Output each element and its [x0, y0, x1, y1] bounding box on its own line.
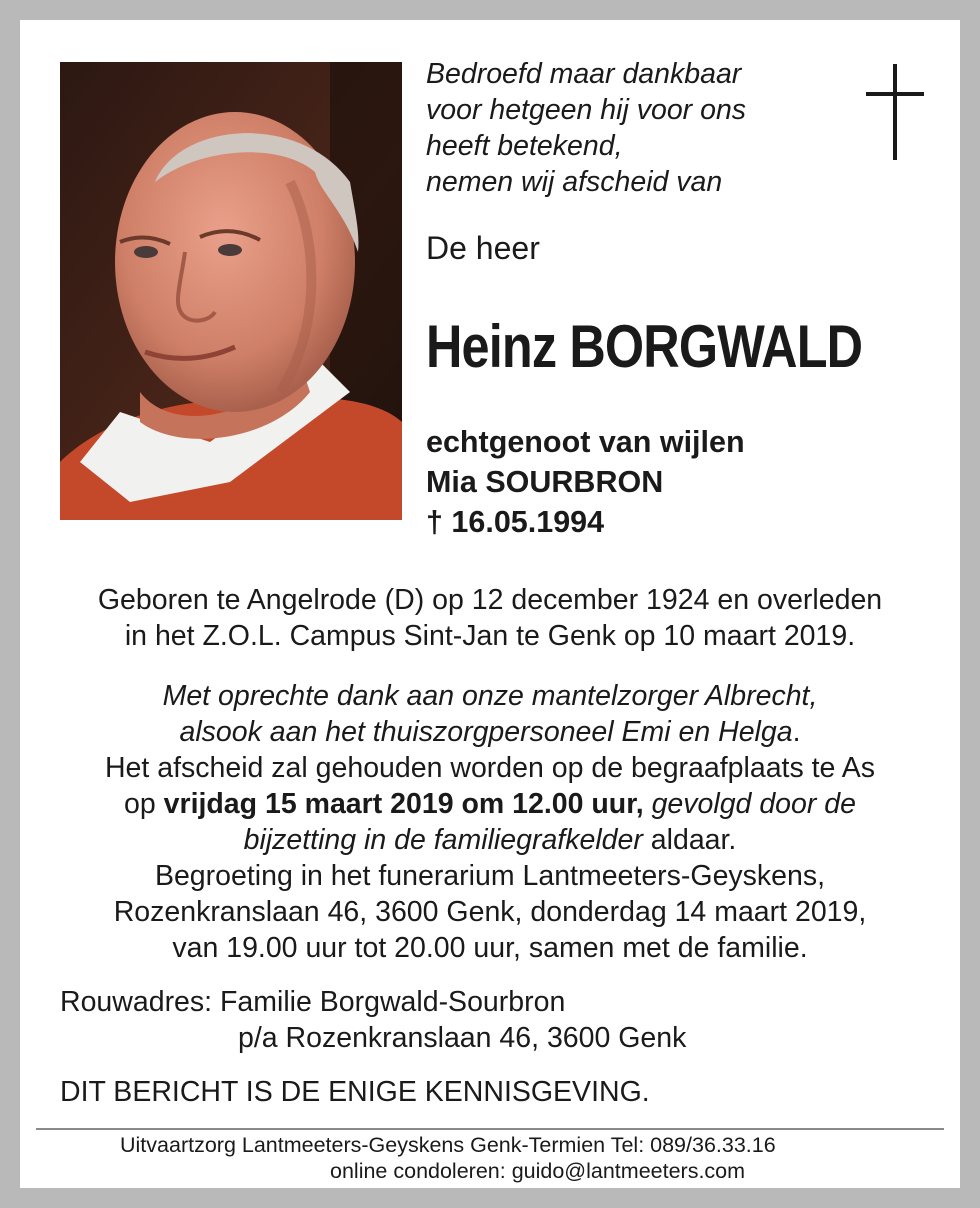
- thanks-line: Met oprechte dank aan onze mantelzorger Albrecht,: [162, 680, 818, 712]
- visitation-line: Begroeting in het funerarium Lantmeeters-Geyskens,: [154, 860, 826, 892]
- ceremony-text: [20, 678, 960, 966]
- portrait-photo: [60, 62, 402, 520]
- visitation-line: van 19.00 uur tot 20.00 uur, samen met de familie.: [172, 932, 808, 964]
- condolence-line: online condoleren: guido@lantmeeters.com: [330, 1159, 746, 1183]
- ceremony-followed: gevolgd door de: [651, 788, 856, 820]
- mourning-address-line: p/a Rozenkranslaan 46, 3600 Genk: [238, 1022, 687, 1054]
- ceremony-date: vrijdag 15 maart 2019 om 12.00 uur,: [163, 788, 644, 820]
- intro-text: [426, 56, 866, 200]
- spouse-block: [426, 422, 745, 542]
- ceremony-location: Het afscheid zal gehouden worden op de begraafplaats te As: [104, 752, 876, 784]
- spouse-death-date: † 16.05.1994: [426, 505, 605, 539]
- intro-line: voor hetgeen hij voor ons: [426, 94, 747, 126]
- birth-death-line: in het Z.O.L. Campus Sint-Jan te Genk op 10 maart 2019.: [124, 620, 856, 652]
- funeral-home-footer: [20, 1132, 960, 1184]
- thanks-end: .: [792, 716, 801, 748]
- birth-death-line: Geboren te Angelrode (D) op 12 december 1924 en overleden: [97, 584, 883, 616]
- ceremony-op: op: [124, 788, 156, 820]
- obituary-card: [20, 20, 960, 1188]
- intro-line: heeft betekend,: [426, 130, 623, 162]
- spouse-relation: echtgenoot van wijlen: [426, 425, 745, 459]
- burial-line: [20, 822, 960, 858]
- visitation-line: Rozenkranslaan 46, 3600 Genk, donderdag 14 maart 2019,: [113, 896, 867, 928]
- salutation: De heer: [426, 230, 540, 266]
- footer-divider: [36, 1128, 944, 1130]
- portrait-illustration: [60, 62, 402, 520]
- mourning-address: [60, 984, 686, 1056]
- funeral-home-line: Uitvaartzorg Lantmeeters-Geyskens Genk-Termien Tel: 089/36.33.16: [120, 1133, 776, 1157]
- birth-death-text: [20, 582, 960, 654]
- burial-text: bijzetting in de familiegrafkelder: [243, 824, 643, 856]
- deceased-name: Heinz BORGWALD: [426, 313, 863, 380]
- ceremony-date-line: [20, 786, 960, 822]
- cross-icon: [866, 64, 924, 165]
- sole-notice: DIT BERICHT IS DE ENIGE KENNISGEVING.: [60, 1076, 650, 1108]
- intro-line: nemen wij afscheid van: [426, 166, 723, 198]
- intro-line: Bedroefd maar dankbaar: [426, 58, 742, 90]
- thanks-line-2: [20, 714, 960, 750]
- burial-end: aldaar.: [650, 824, 737, 856]
- thanks-text: alsook aan het thuiszorgpersoneel Emi en Helga: [179, 716, 793, 748]
- mourning-address-line: Rouwadres: Familie Borgwald-Sourbron: [60, 986, 566, 1018]
- spouse-name: Mia SOURBRON: [426, 465, 664, 499]
